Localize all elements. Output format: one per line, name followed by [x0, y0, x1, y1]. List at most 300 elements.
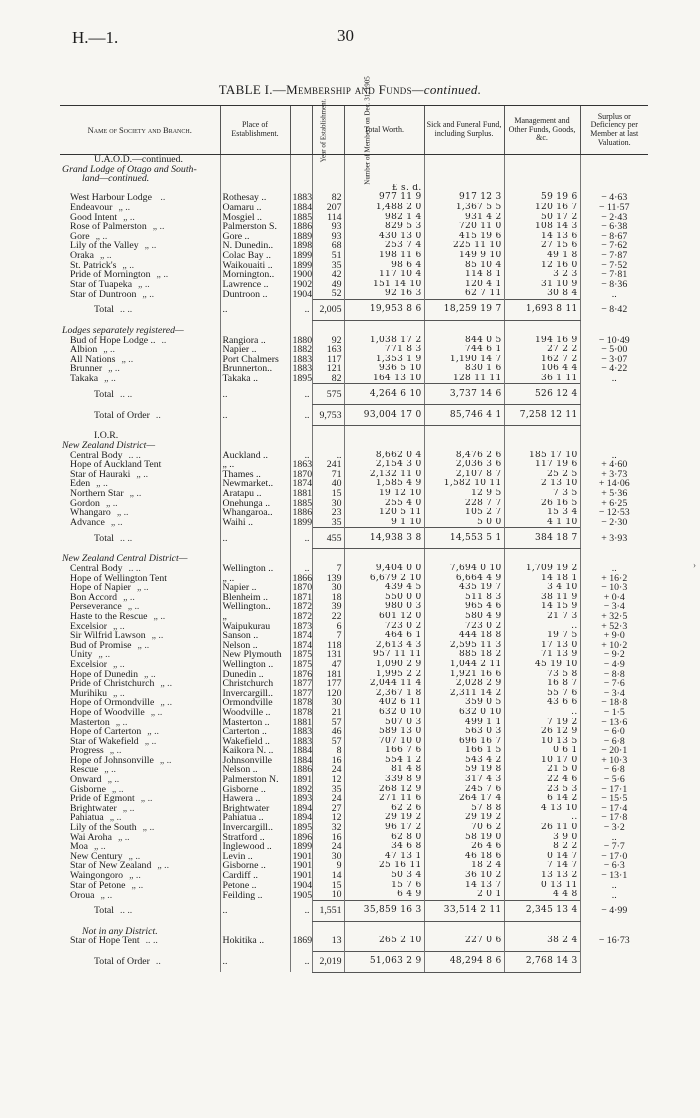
year-cell: 1863: [290, 460, 312, 470]
management-fund-cell: 526 12 4: [504, 384, 580, 405]
place-cell: Port Chalmers: [220, 355, 290, 365]
management-fund-cell: 26 16 5: [504, 499, 580, 509]
members-cell: 51: [312, 251, 344, 261]
sick-fund-cell: 2,107 8 7: [424, 470, 504, 480]
sick-fund-cell: 6,664 4 9: [424, 574, 504, 584]
branch-name: [60, 384, 220, 405]
sick-fund-cell: 120 4 1: [424, 280, 504, 290]
year-cell: 1874: [290, 631, 312, 641]
branch-label: Star of Duntroon: [70, 289, 137, 300]
total-worth-cell: 1,995 2 2: [344, 670, 424, 680]
table-row: [60, 890, 648, 900]
branch-label: Brightwater: [70, 803, 117, 814]
leader-dots: „ ..: [144, 669, 156, 680]
members-cell: 30: [312, 583, 344, 593]
members-cell: 18: [312, 593, 344, 603]
place-cell: ..: [220, 900, 290, 921]
surplus-cell: − 2·30: [580, 518, 648, 528]
branch-name: [60, 241, 220, 251]
branch-label: Waingongoro: [70, 871, 124, 881]
total-worth-cell: 120 5 11: [344, 508, 424, 518]
sick-fund-cell: 917 12 3: [424, 184, 504, 203]
sick-fund-cell: 1,582 10 11: [424, 479, 504, 489]
surplus-cell: ..: [580, 890, 648, 900]
surplus-cell: − 15·5: [580, 794, 648, 804]
year-cell: 1885: [290, 213, 312, 223]
place-cell: Onehunga ..: [220, 499, 290, 509]
place-cell: Levin ..: [220, 852, 290, 862]
management-fund-cell: 117 19 6: [504, 460, 580, 470]
sick-fund-cell: 720 11 0: [424, 222, 504, 232]
table-row: [60, 641, 648, 651]
management-fund-cell: 19 7 5: [504, 631, 580, 641]
branch-name: [60, 299, 220, 320]
table-row: [60, 679, 648, 689]
branch-label: Star of New Zealand: [70, 861, 152, 871]
total-worth-cell: 96 17 2: [344, 823, 424, 833]
members-cell: ..: [312, 451, 344, 461]
branch-name: [60, 232, 220, 242]
management-fund-cell: 26 12 9: [504, 727, 580, 737]
sick-fund-cell: 435 19 7: [424, 583, 504, 593]
leader-dots: „ ..: [156, 270, 169, 280]
surplus-cell: − 11·57: [580, 203, 648, 213]
year-cell: 1883: [290, 364, 312, 374]
sick-fund-cell: 696 16 7: [424, 737, 504, 747]
management-fund-cell: 4 1 10: [504, 518, 580, 528]
members-cell: 52: [312, 289, 344, 299]
surplus-cell: − 17·8: [580, 813, 648, 823]
place-cell: Colac Bay ..: [220, 251, 290, 261]
surplus-cell: ..: [580, 451, 648, 461]
surplus-cell: [580, 951, 648, 972]
surplus-cell: + 3·73: [580, 470, 648, 480]
year-cell: 1877: [290, 679, 312, 689]
management-fund-cell: 7 3 5: [504, 489, 580, 499]
total-worth-cell: 982 1 4: [344, 213, 424, 223]
surplus-cell: − 5·6: [580, 775, 648, 785]
management-fund-cell: 0 13 11: [504, 881, 580, 891]
total-worth-cell: 93,004 17 0: [344, 405, 424, 426]
branch-name: [60, 374, 220, 384]
total-worth-cell: 1,090 2 9: [344, 660, 424, 670]
table-row: [60, 602, 648, 612]
year-cell: 1866: [290, 574, 312, 584]
year-cell: 1884: [290, 203, 312, 213]
branch-name: [60, 470, 220, 480]
place-cell: Carterton ..: [220, 727, 290, 737]
sick-fund-cell: 723 0 2: [424, 622, 504, 632]
members-cell: 13: [312, 936, 344, 946]
sick-fund-cell: 844 0 5: [424, 336, 504, 346]
year-cell: 1880: [290, 336, 312, 346]
place-cell: Stratford ..: [220, 833, 290, 843]
table-row: [60, 698, 648, 708]
place-cell: Kaikora N. ..: [220, 746, 290, 756]
branch-name: [60, 270, 220, 280]
table-body: [60, 155, 648, 973]
leader-dots: „ ..: [115, 717, 128, 728]
total-worth-cell: 14,938 3 8: [344, 528, 424, 549]
branch-label: Takaka: [70, 373, 99, 384]
management-fund-cell: 45 19 10: [504, 660, 580, 670]
members-cell: 575: [312, 384, 344, 405]
place-cell: Waipukurau: [220, 622, 290, 632]
sick-fund-cell: 3,737 14 6: [424, 384, 504, 405]
table-row: [60, 833, 648, 843]
col-header-members: Number of Members on Dec. 31, 1905: [312, 106, 344, 155]
branch-label: Oroua: [70, 890, 95, 901]
year-cell: ..: [290, 451, 312, 461]
surplus-cell: − 8·36: [580, 280, 648, 290]
branch-label: Eden: [70, 479, 91, 490]
leader-dots: .. ..: [120, 304, 133, 316]
total-worth-cell: 34 6 8: [344, 842, 424, 852]
table-row: [60, 364, 648, 374]
leader-dots: „ ..: [123, 212, 135, 223]
total-worth-cell: 271 11 6: [344, 794, 424, 804]
place-cell: Feilding ..: [220, 890, 290, 900]
branch-name: [60, 660, 220, 670]
surplus-cell: − 2·43: [580, 213, 648, 223]
total-worth-cell: 35,859 16 3: [344, 900, 424, 921]
sick-fund-cell: 965 4 6: [424, 602, 504, 612]
branch-label: Total of Order: [94, 409, 150, 421]
table-row: [60, 660, 648, 670]
branch-name: [60, 289, 220, 299]
year-cell: 1891: [290, 775, 312, 785]
management-fund-cell: 36 1 11: [504, 374, 580, 384]
branch-label: Star of Hauraki: [70, 469, 131, 480]
branch-label: Gore: [70, 231, 90, 242]
place-cell: „ ..: [220, 460, 290, 470]
leader-dots: „ ..: [109, 746, 122, 756]
management-fund-cell: 38 11 9: [504, 593, 580, 603]
place-cell: Blenheim ..: [220, 593, 290, 603]
members-cell: 24: [312, 765, 344, 775]
members-cell: 49: [312, 280, 344, 290]
year-cell: 1905: [290, 890, 312, 900]
year-cell: 1871: [290, 593, 312, 603]
year-cell: 1901: [290, 861, 312, 871]
table-row: [60, 718, 648, 728]
surplus-cell: + 10·3: [580, 756, 648, 766]
table-row: [60, 670, 648, 680]
surplus-cell: + 16·2: [580, 574, 648, 584]
branch-label: All Nations: [70, 354, 116, 365]
total-worth-cell: 92 16 3: [344, 289, 424, 299]
members-cell: 39: [312, 602, 344, 612]
branch-label: Pride of Christchurch: [70, 679, 155, 689]
leader-dots: ..: [157, 192, 166, 203]
members-cell: 57: [312, 718, 344, 728]
sick-fund-cell: 29 19 2: [424, 813, 504, 823]
branch-label: Pride of Egmont: [70, 794, 135, 804]
table-row: [60, 852, 648, 862]
surplus-cell: − 10·49: [580, 336, 648, 346]
surplus-cell: − 5·00: [580, 345, 648, 355]
branch-name: [60, 222, 220, 232]
branch-name: [60, 737, 220, 747]
branch-name: [60, 804, 220, 814]
branch-label: Haste to the Rescue: [70, 611, 148, 622]
table-row: [60, 936, 648, 946]
section-heading-row: [60, 165, 648, 175]
year-cell: 1872: [290, 612, 312, 622]
branch-name: [60, 631, 220, 641]
total-worth-cell: 507 0 3: [344, 718, 424, 728]
branch-label: Hope of Napier: [70, 583, 131, 593]
management-fund-cell: 14 18 1: [504, 574, 580, 584]
sick-fund-cell: 5 0 0: [424, 518, 504, 528]
members-cell: 139: [312, 574, 344, 584]
place-cell: Nelson ..: [220, 641, 290, 651]
total-worth-cell: 50 3 4: [344, 871, 424, 881]
branch-name: [60, 756, 220, 766]
table-row: [60, 203, 648, 213]
branch-name: [60, 775, 220, 785]
surplus-cell: + 5·36: [580, 489, 648, 499]
year-cell: 1883: [290, 737, 312, 747]
table-row: [60, 289, 648, 299]
members-cell: 92: [312, 336, 344, 346]
table-header-row: [60, 106, 648, 155]
surplus-cell: − 3·07: [580, 355, 648, 365]
surplus-cell: [580, 384, 648, 405]
table-row: [60, 213, 648, 223]
table-row: [60, 871, 648, 881]
surplus-cell: − 8·67: [580, 232, 648, 242]
leader-dots: .. ..: [128, 450, 141, 461]
table-row: [60, 794, 648, 804]
members-cell: 35: [312, 785, 344, 795]
table-row: [60, 518, 648, 528]
col-header-mgmt: Management and Other Funds, Goods, &c.: [504, 106, 580, 155]
members-cell: 16: [312, 833, 344, 843]
place-cell: Rothesay ..: [220, 184, 290, 203]
table-row: [60, 270, 648, 280]
management-fund-cell: 162 7 2: [504, 355, 580, 365]
management-fund-cell: 14 15 9: [504, 602, 580, 612]
total-worth-cell: 601 12 0: [344, 612, 424, 622]
surplus-cell: − 8·8: [580, 670, 648, 680]
table-row: [60, 881, 648, 891]
sick-fund-cell: 46 18 6: [424, 852, 504, 862]
surplus-cell: + 4·60: [580, 460, 648, 470]
sick-fund-cell: 2,595 11 3: [424, 641, 504, 651]
total-worth-cell: 1,038 17 2: [344, 336, 424, 346]
year-cell: 1878: [290, 708, 312, 718]
branch-name: [60, 679, 220, 689]
branch-label: Rescue: [70, 765, 99, 776]
year-cell: 1889: [290, 232, 312, 242]
members-cell: 32: [312, 823, 344, 833]
sick-fund-cell: 14 13 7: [424, 881, 504, 891]
place-cell: Rangiora ..: [220, 336, 290, 346]
surplus-cell: − 7·6: [580, 679, 648, 689]
branch-name: [60, 583, 220, 593]
branch-label: Star of Hope Tent: [70, 936, 140, 946]
management-fund-cell: 384 18 7: [504, 528, 580, 549]
management-fund-cell: 106 4 4: [504, 364, 580, 374]
table-row: [60, 479, 648, 489]
management-fund-cell: ..: [504, 622, 580, 632]
leader-dots: .. ..: [120, 904, 133, 916]
section-heading: I.O.R.: [94, 431, 119, 442]
leader-dots: „ ..: [153, 611, 166, 622]
management-fund-cell: 16 8 7: [504, 679, 580, 689]
branch-label: Bud of Hope Lodge ..: [70, 335, 156, 346]
members-cell: 30: [312, 499, 344, 509]
members-cell: 82: [312, 184, 344, 203]
management-fund-cell: 120 16 7: [504, 203, 580, 213]
sick-fund-cell: 70 6 2: [424, 823, 504, 833]
total-worth-cell: 265 2 10: [344, 936, 424, 946]
sick-fund-cell: 128 11 11: [424, 374, 504, 384]
year-cell: 1894: [290, 804, 312, 814]
management-fund-cell: 50 17 2: [504, 213, 580, 223]
branch-label: Gisborne: [70, 784, 106, 795]
leader-dots: „ ..: [128, 851, 141, 862]
sick-fund-cell: 62 7 11: [424, 289, 504, 299]
table-row: [60, 261, 648, 271]
place-cell: Gisborne ..: [220, 861, 290, 871]
total-row: [60, 900, 648, 921]
members-cell: 30: [312, 852, 344, 862]
table-row: [60, 460, 648, 470]
total-worth-cell: 62 8 0: [344, 833, 424, 843]
table-row: [60, 355, 648, 365]
total-worth-cell: 253 7 4: [344, 241, 424, 251]
sick-fund-cell: 18 2 4: [424, 861, 504, 871]
management-fund-cell: 4 13 10: [504, 804, 580, 814]
branch-name: [60, 602, 220, 612]
sick-fund-cell: 830 1 6: [424, 364, 504, 374]
branch-label: Masterton: [70, 717, 110, 728]
members-cell: 24: [312, 842, 344, 852]
branch-name: [60, 251, 220, 261]
place-cell: ..: [220, 384, 290, 405]
branch-label: Brunner: [70, 364, 103, 374]
management-fund-cell: 30 8 4: [504, 289, 580, 299]
management-fund-cell: 7 19 2: [504, 718, 580, 728]
total-worth-cell: 6,679 2 10: [344, 574, 424, 584]
branch-label: Lily of the Valley: [70, 241, 139, 251]
year-cell: 1899: [290, 251, 312, 261]
total-worth-cell: 957 11 11: [344, 650, 424, 660]
table-title-prefix: TABLE I.—: [218, 82, 287, 97]
branch-label: Hope of Johnsonville: [70, 755, 154, 766]
leader-dots: „ ..: [107, 775, 120, 785]
branch-name: [60, 708, 220, 718]
branch-name: [60, 261, 220, 271]
total-worth-cell: 51,063 2 9: [344, 951, 424, 972]
branch-name: [60, 345, 220, 355]
members-cell: 163: [312, 345, 344, 355]
surplus-cell: + 32·5: [580, 612, 648, 622]
members-cell: 93: [312, 232, 344, 242]
members-cell: 241: [312, 460, 344, 470]
place-cell: Aratapu ..: [220, 489, 290, 499]
total-worth-cell: 771 8 3: [344, 345, 424, 355]
sick-fund-cell: 580 4 9: [424, 612, 504, 622]
management-fund-cell: 26 11 0: [504, 823, 580, 833]
place-cell: N. Dunedin..: [220, 241, 290, 251]
table-row: [60, 785, 648, 795]
total-worth-cell: 2,132 11 0: [344, 470, 424, 480]
leader-dots: ..: [161, 335, 167, 346]
year-cell: 1904: [290, 289, 312, 299]
place-cell: Palmerston S.: [220, 222, 290, 232]
members-cell: 118: [312, 641, 344, 651]
total-worth-cell: 2,154 3 0: [344, 460, 424, 470]
members-cell: 120: [312, 689, 344, 699]
branch-name: [60, 746, 220, 756]
year-cell: 1881: [290, 489, 312, 499]
sick-fund-cell: 225 11 10: [424, 241, 504, 251]
table-row: [60, 241, 648, 251]
surplus-cell: − 4·63: [580, 184, 648, 203]
place-cell: Auckland ..: [220, 451, 290, 461]
leader-dots: „ ..: [122, 803, 135, 814]
sick-fund-cell: 511 8 3: [424, 593, 504, 603]
leader-dots: „ ..: [99, 250, 112, 261]
management-fund-cell: 22 4 6: [504, 775, 580, 785]
col-header-year: Year of Establishment.: [290, 106, 312, 155]
management-fund-cell: 73 5 8: [504, 670, 580, 680]
place-cell: Brunnerton..: [220, 364, 290, 374]
total-worth-cell: 632 0 10: [344, 708, 424, 718]
members-cell: 117: [312, 355, 344, 365]
section-heading-row: [60, 174, 648, 184]
sick-fund-cell: 33,514 2 11: [424, 900, 504, 921]
col-header-worth: Total Worth.: [344, 106, 424, 155]
sick-fund-cell: 14,553 5 1: [424, 528, 504, 549]
place-cell: Wellington..: [220, 602, 290, 612]
branch-label: Moa: [70, 842, 88, 852]
place-cell: Woodville ..: [220, 708, 290, 718]
management-fund-cell: 13 13 2: [504, 871, 580, 881]
surplus-cell: + 3·93: [580, 528, 648, 549]
year-cell: ..: [290, 528, 312, 549]
members-cell: 16: [312, 756, 344, 766]
place-cell: Thames ..: [220, 470, 290, 480]
col-header-surplus: Surplus or Deficiency per Member at last Valuation.: [580, 106, 648, 155]
total-worth-cell: 2,613 4 3: [344, 641, 424, 651]
place-cell: Nelson ..: [220, 765, 290, 775]
branch-label: Wai Aroha: [70, 832, 112, 843]
year-cell: 1892: [290, 785, 312, 795]
surplus-cell: − 8·42: [580, 299, 648, 320]
branch-label: Unity: [70, 650, 93, 660]
management-fund-cell: 25 2 5: [504, 470, 580, 480]
year-cell: 1904: [290, 881, 312, 891]
place-cell: „: [220, 612, 290, 622]
leader-dots: „ ..: [160, 698, 173, 708]
members-cell: 2,005: [312, 299, 344, 320]
year-cell: ..: [290, 951, 312, 972]
surplus-cell: − 13·1: [580, 871, 648, 881]
year-cell: 1896: [290, 833, 312, 843]
branch-label: Rose of Palmerston: [70, 222, 147, 232]
leader-dots: „ ..: [152, 222, 165, 232]
place-cell: Duntroon ..: [220, 289, 290, 299]
leader-dots: ..: [155, 409, 161, 421]
surplus-cell: − 7·62: [580, 241, 648, 251]
total-worth-cell: 589 13 0: [344, 727, 424, 737]
year-cell: ..: [290, 384, 312, 405]
branch-label: Lily of the South: [70, 823, 137, 833]
